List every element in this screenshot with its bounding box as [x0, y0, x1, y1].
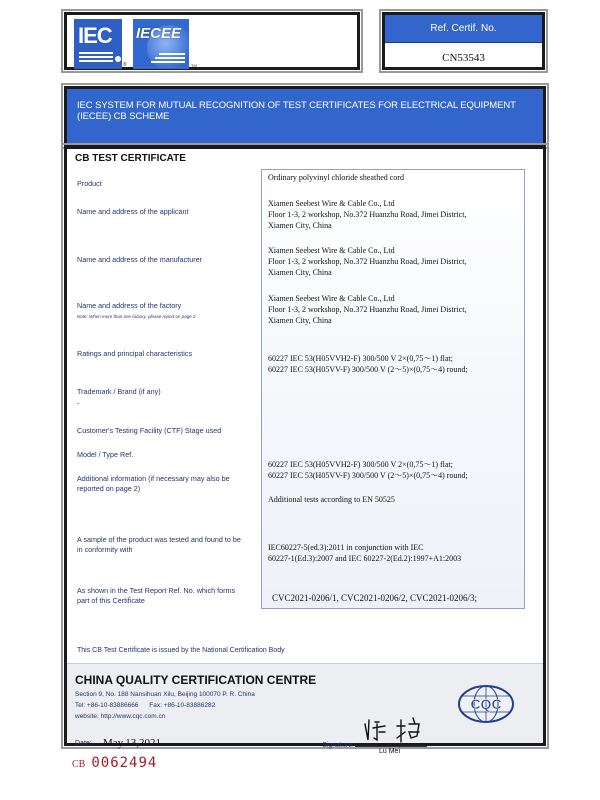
label-model: Model / Type Ref. — [77, 450, 134, 459]
label-ratings: Ratings and principal characteristics — [77, 349, 193, 358]
label-conformity: A sample of the product was tested and found to be in conformity with — [77, 535, 241, 554]
registered-mark: ® — [123, 62, 127, 68]
issued-by-statement: This CB Test Certificate is issued by the National Certification Body — [77, 647, 285, 654]
signature-scribble — [361, 710, 429, 746]
svg-text:CQC: CQC — [470, 696, 502, 712]
certificate-body — [64, 146, 546, 755]
label-test-report: As shown in the Test Report Ref. No. which forms part of this Certificate — [77, 586, 236, 605]
ref-certif-label: Ref. Certif. No. — [385, 15, 542, 43]
serial-prefix: CB — [72, 759, 86, 770]
serial-digits: 0062494 — [91, 755, 158, 771]
issuer-website: website: http://www.cqc.com.cn — [75, 713, 166, 720]
ref-certificate-box — [382, 12, 545, 70]
trademark-mark: TM — [191, 63, 197, 68]
label-additional-info: Additional information (if necessary may also be reported on page 2) — [77, 474, 230, 493]
logo-header — [64, 12, 360, 70]
value-additional-info: Additional tests according to EN 50525 — [268, 495, 395, 504]
ref-certif-number: CN53543 — [442, 52, 485, 64]
iecee-logo: IECEE — [133, 19, 189, 69]
label-ctf-stage: Customer's Testing Facility (CTF) Stage used — [77, 426, 222, 435]
issuer-address: Section 9, No. 188 Nansihuan Xilu, Beijing 100070 P. R. China — [75, 691, 255, 698]
date-label: Date: — [75, 740, 92, 747]
label-applicant: Name and address of the applicant — [77, 207, 189, 216]
iec-logo: IEC — [74, 19, 122, 69]
trademark-dash: - — [77, 399, 80, 408]
signature-line — [355, 746, 427, 747]
value-manufacturer: Xiamen Seebest Wire & Cable Co., Ltd Floor 1-3, 2 workshop, No.372 Huanzhu Road, Jimei District, Xiamen City, China — [268, 246, 467, 277]
values-panel — [261, 169, 525, 609]
issue-date: May.13,2021 — [103, 737, 161, 749]
signatory-name: Lu Mei — [379, 748, 401, 755]
label-manufacturer: Name and address of the manufacturer — [77, 255, 203, 264]
value-test-report: CVC2021-0206/1, CVC2021-0206/2, CVC2021-0206/3; — [272, 593, 478, 603]
label-factory-note: Note: When more than one factory, please report on page 2 — [77, 314, 196, 319]
value-ratings: 60227 IEC 53(H05VVH2-F) 300/500 V 2×(0,75～1) flat; 60227 IEC 53(H05VV-F) 300/500 V (2～5)×(0,75～4) round; — [268, 354, 468, 374]
label-product: Product — [77, 179, 102, 188]
issuer-contact: Tel: +86-10-83886666 Fax: +86-10-83886282 — [75, 702, 216, 709]
value-model: 60227 IEC 53(H05VVH2-F) 300/500 V 2×(0,75～1) flat; 60227 IEC 53(H05VV-F) 300/500 V (2～5)×(0,75～4) round; — [268, 460, 468, 480]
value-factory: Xiamen Seebest Wire & Cable Co., Ltd Floor 1-3, 2 workshop, No.372 Huanzhu Road, Jimei District, Xiamen City, China — [268, 294, 467, 325]
issuer-block — [67, 663, 543, 755]
label-factory: Name and address of the factory — [77, 301, 182, 310]
label-trademark: Trademark / Brand (if any) — [77, 387, 161, 396]
issuer-name: CHINA QUALITY CERTIFICATION CENTRE — [75, 673, 317, 687]
value-conformity: IEC60227-5(ed.3):2011 in conjunction with IEC 60227-1(Ed.3):2007 and IEC 60227-2(Ed.2):1997+A1:2003 — [268, 543, 462, 563]
value-applicant: Xiamen Seebest Wire & Cable Co., Ltd Floor 1-3, 2 workshop, No.372 Huanzhu Road, Jimei District, Xiamen City, China — [268, 199, 467, 230]
signature-label: Signature: — [322, 742, 354, 749]
value-product: Ordinary polyvinyl chloride sheathed cord — [268, 173, 404, 182]
certificate-heading: CB TEST CERTIFICATE — [75, 153, 186, 164]
scheme-title: IEC SYSTEM FOR MUTUAL RECOGNITION OF TEST CERTIFICATES FOR ELECTRICAL EQUIPMENT (IECEE) CB SCHEME — [77, 100, 516, 122]
scheme-banner — [64, 86, 546, 146]
cqc-logo-icon — [457, 684, 515, 724]
serial-number — [72, 754, 157, 772]
